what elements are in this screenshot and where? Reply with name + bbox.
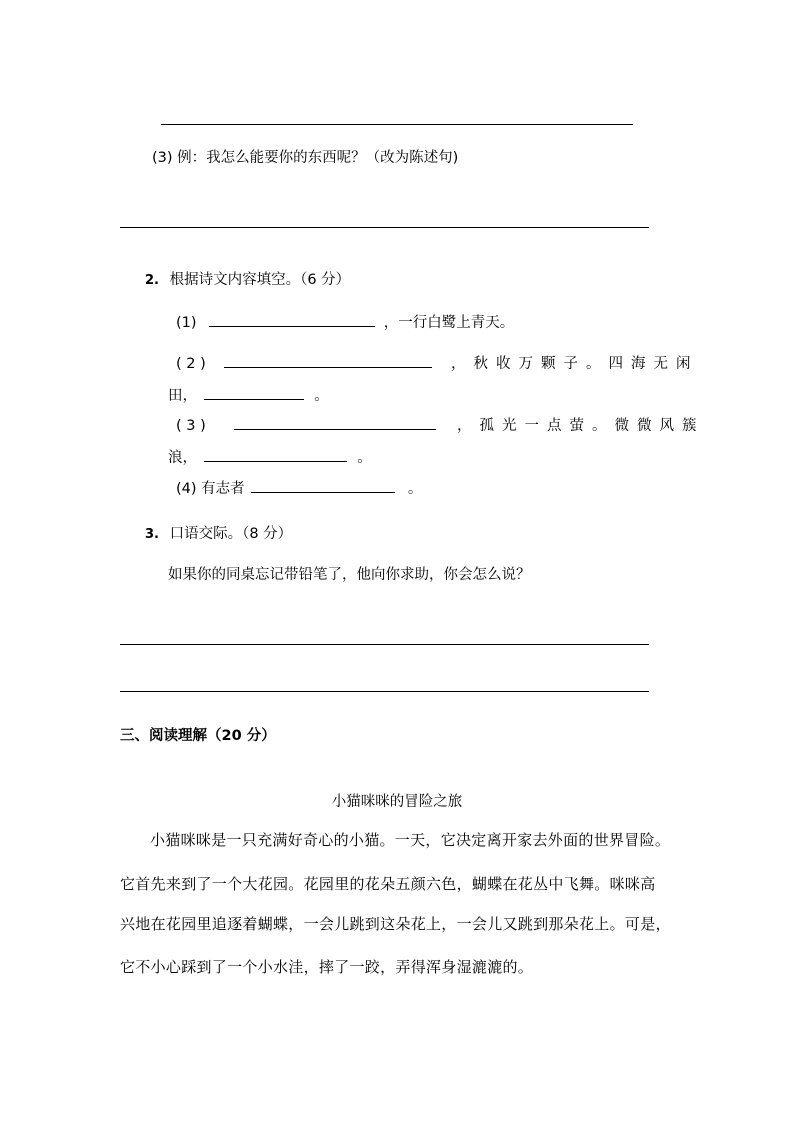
question-prompt: 口语交际。（8 分） [169, 526, 293, 542]
item-text: 田， [168, 388, 197, 404]
item-label: (1) [176, 315, 197, 331]
item-label: ( 3 ) [176, 418, 206, 434]
question-prompt: 根据诗文内容填空。（6 分） [169, 272, 351, 288]
answer-line-sentence-3 [120, 227, 649, 228]
blank-field[interactable] [204, 446, 347, 462]
blank-field[interactable] [224, 352, 432, 368]
question-number: 3. [145, 527, 159, 542]
item-text: 。 [357, 450, 372, 466]
blank-field[interactable] [251, 477, 395, 493]
item-text: 。 [407, 481, 423, 497]
reading-line: 兴地在花园里追逐着蝴蝶，一会儿跳到这朵花上，一会儿又跳到那朵花上。可是， [120, 915, 671, 933]
question-3-text: 如果你的同桌忘记带铅笔了，他向你求助，你会怎么说？ [168, 567, 531, 583]
item-text: 浪， [168, 450, 197, 466]
reading-title: 小猫咪咪的冒险之旅 [331, 794, 463, 810]
question-3-heading [145, 524, 292, 545]
blank-field[interactable] [204, 384, 304, 400]
fill-item-3 [176, 414, 704, 436]
reading-line: 它首先来到了一个大花园。花园里的花朵五颜六色，蝴蝶在花丛中飞舞。咪咪高 [120, 875, 656, 893]
item-text: ，孤光一点萤。微微风簇 [456, 418, 705, 434]
section-heading: 三、阅读理解（20 分） [120, 728, 276, 744]
blank-field[interactable] [209, 311, 375, 327]
question-number: 2. [145, 273, 159, 288]
item-text: ，一行白鹭上青天。 [383, 315, 515, 331]
fill-item-3-line2 [168, 446, 372, 468]
fill-item-2-line2 [168, 384, 329, 406]
item-text: 。 [314, 388, 329, 404]
answer-line-q3-1 [120, 644, 649, 645]
item-text: ，秋收万颗子。四海无闲 [450, 356, 699, 372]
item-label: ( 2 ) [176, 356, 206, 372]
answer-line-q3-2 [120, 691, 649, 692]
fill-item-2 [176, 352, 698, 374]
blank-field[interactable] [234, 414, 436, 430]
fill-item-4 [176, 477, 422, 499]
item-label: (4) 有志者 [176, 481, 245, 497]
reading-line: 它不小心踩到了一个小水洼，摔了一跤，弄得浑身湿漉漉的。 [120, 958, 534, 976]
question-2-heading [145, 270, 350, 291]
sentence-item-3: (3) 例：我怎么能要你的东西呢？（改为陈述句) [152, 150, 459, 166]
answer-line-top [161, 124, 633, 125]
fill-item-1 [176, 311, 514, 333]
reading-line: 小猫咪咪是一只充满好奇心的小猫。一天，它决定离开家去外面的世界冒险。 [150, 831, 671, 849]
